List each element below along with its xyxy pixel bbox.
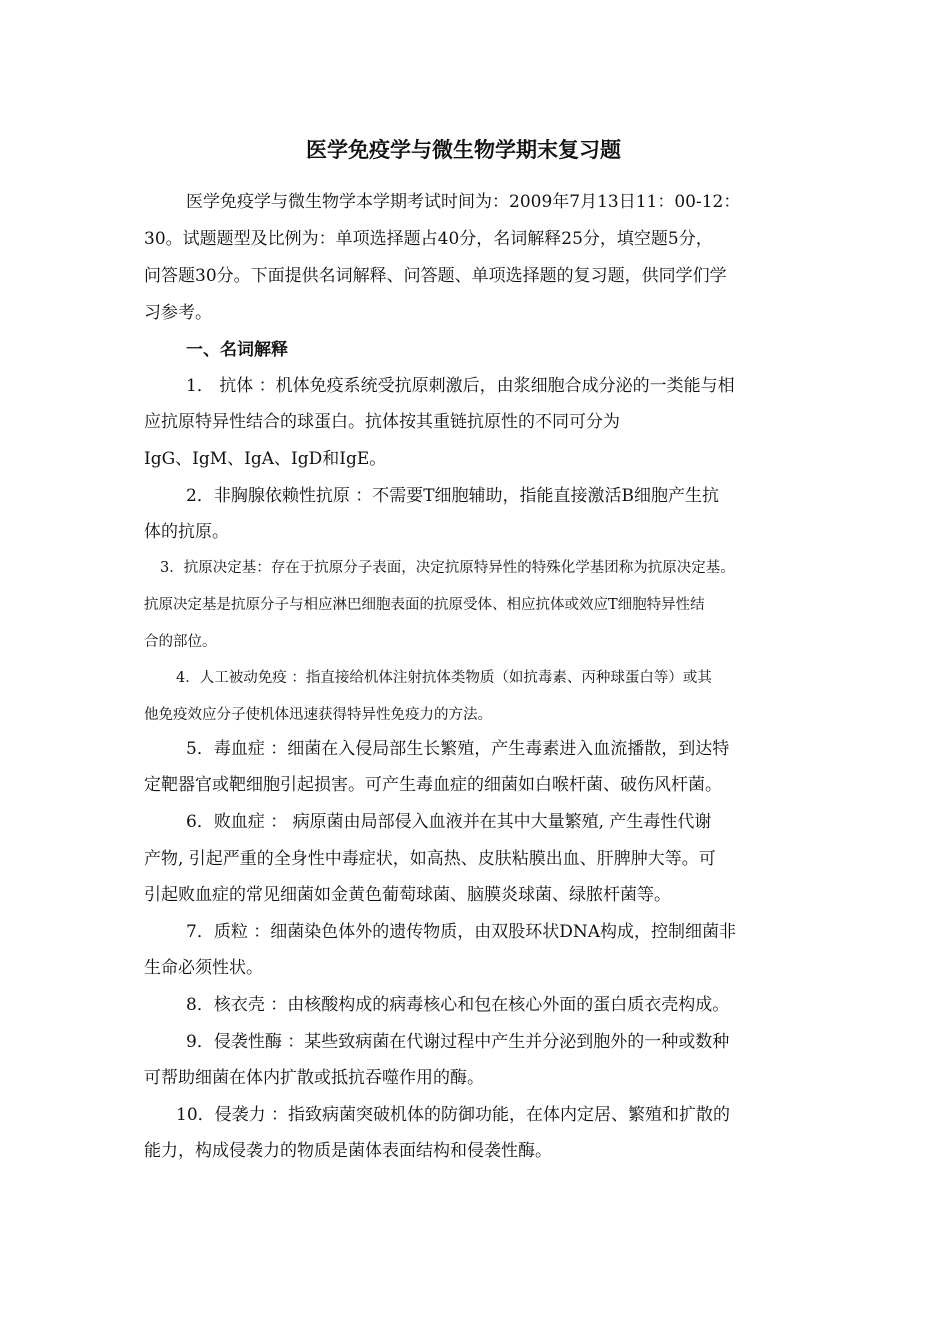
term-line: 定靶器官或靶细胞引起损害。可产生毒血症的细菌如白喉杆菌、破伤风杆菌。	[144, 775, 722, 795]
intro-line: 30。试题题型及比例为：单项选择题占40分，名词解释25分，填空题5分，	[144, 229, 713, 249]
section-heading: 一、名词解释	[186, 340, 288, 360]
intro-line: 问答题30分。下面提供名词解释、问答题、单项选择题的复习题，供同学们学	[144, 266, 727, 286]
term-line: 应抗原特异性结合的球蛋白。抗体按其重链抗原性的不同可分为	[144, 412, 620, 432]
intro-line: 习参考。	[144, 303, 212, 323]
term-line: 他免疫效应分子使机体迅速获得特异性免疫力的方法。	[144, 707, 492, 723]
term-line: 1． 抗体 ：机体免疫系统受抗原刺激后，由浆细胞合成分泌的一类能与相	[186, 376, 735, 396]
term-line: 生命必须性状。	[144, 958, 263, 978]
term-line: 引起败血症的常见细菌如金黄色葡萄球菌、脑膜炎球菌、绿脓杆菌等。	[144, 885, 671, 905]
page-title: 医学免疫学与微生物学期末复习题	[306, 137, 621, 162]
term-line: 能力，构成侵袭力的物质是菌体表面结构和侵袭性酶。	[144, 1141, 552, 1161]
term-line: 可帮助细菌在体内扩散或抵抗吞噬作用的酶。	[144, 1068, 484, 1088]
term-line: 产物, 引起严重的全身性中毒症状，如高热、皮肤粘膜出血、肝脾肿大等。可	[144, 849, 716, 869]
term-line: 5．毒血症 ：细菌在入侵局部生长繁殖，产生毒素进入血流播散，到达特	[186, 739, 730, 759]
term-line: 3．抗原决定基：存在于抗原分子表面，决定抗原特异性的特殊化学基团称为抗原决定基。	[160, 560, 735, 576]
term-line: 2．非胸腺依赖性抗原 ：不需要T细胞辅助，指能直接激活B细胞产生抗	[186, 486, 720, 506]
term-line: 体的抗原。	[144, 522, 229, 542]
term-line: 8．核衣壳 ：由核酸构成的病毒核心和包在核心外面的蛋白质衣壳构成。	[186, 995, 730, 1015]
intro-line: 医学免疫学与微生物学本学期考试时间为：2009年7月13日11：00-12：	[186, 192, 741, 212]
term-line: 4．人工被动免疫 ：指直接给机体注射抗体类物质（如抗毒素、丙种球蛋白等）或其	[176, 670, 712, 686]
term-line: 9．侵袭性酶 ：某些致病菌在代谢过程中产生并分泌到胞外的一种或数种	[186, 1032, 730, 1052]
term-line: 6．败血症 ： 病原菌由局部侵入血液并在其中大量繁殖, 产生毒性代谢	[186, 812, 712, 832]
term-line: 抗原决定基是抗原分子与相应淋巴细胞表面的抗原受体、相应抗体或效应T细胞特异性结	[144, 597, 705, 613]
term-line: IgG、IgM、IgA、IgD和IgE。	[144, 449, 387, 469]
term-line: 合的部位。	[144, 634, 217, 650]
term-line: 7．质粒 ：细菌染色体外的遗传物质，由双股环状DNA构成，控制细菌非	[186, 922, 737, 942]
term-line: 10．侵袭力 ：指致病菌突破机体的防御功能，在体内定居、繁殖和扩散的	[176, 1105, 731, 1125]
